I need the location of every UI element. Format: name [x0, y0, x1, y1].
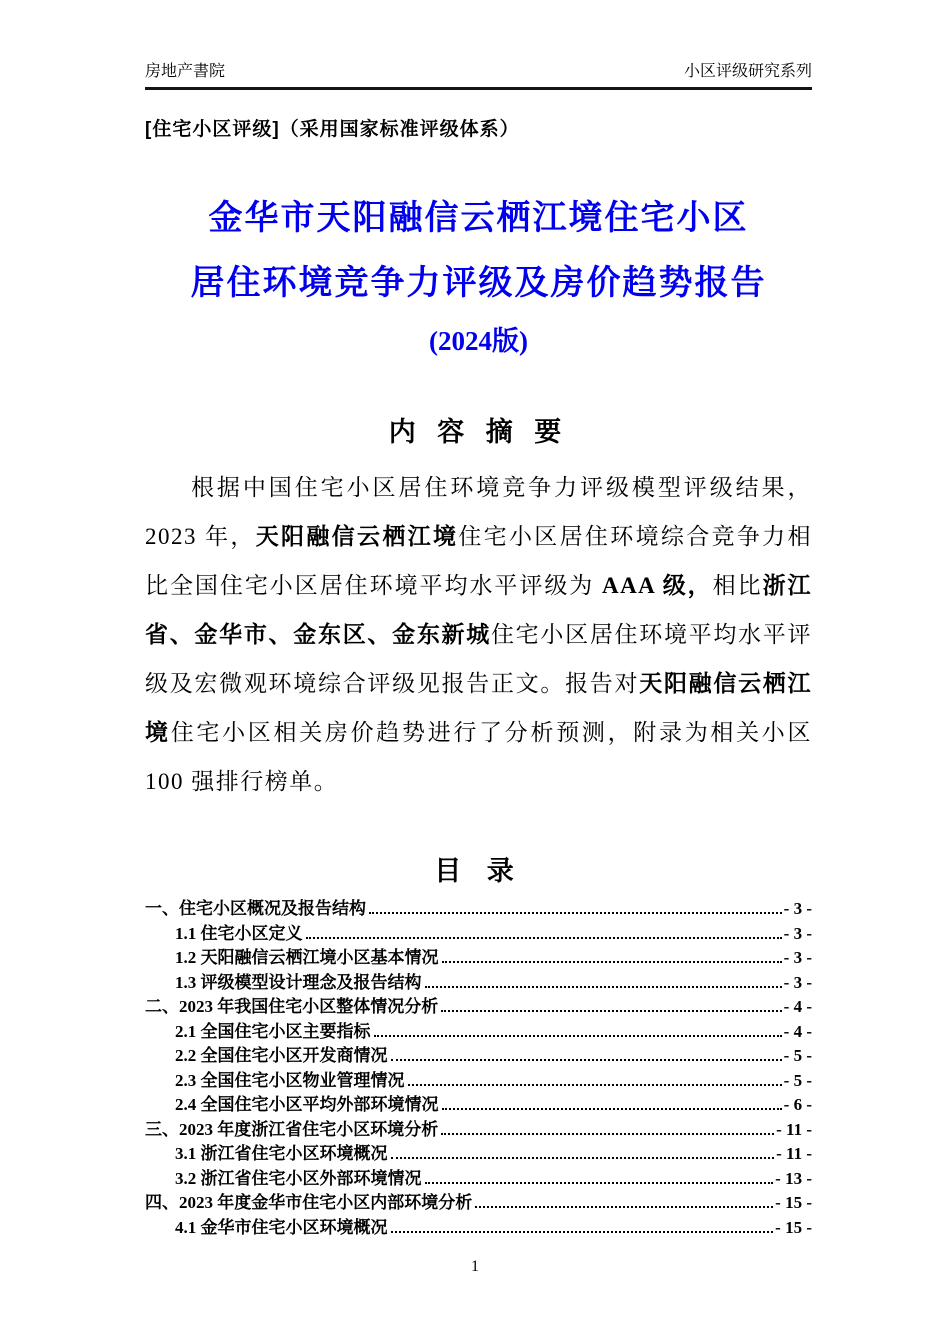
- toc-entry-label: 1.3 评级模型设计理念及报告结构: [175, 972, 422, 992]
- toc-dotted-leader: [441, 1010, 781, 1012]
- toc-entry-page-number: - 4 -: [783, 997, 812, 1016]
- toc-entry-page-number: - 15 -: [775, 1193, 812, 1212]
- toc-entry-page-number: - 3 -: [783, 923, 812, 943]
- toc-dotted-leader: [425, 986, 782, 988]
- toc-entry[interactable]: [145, 946, 812, 971]
- toc-dotted-leader: [391, 1157, 775, 1159]
- summary-text-segment: 天阳融信云栖江境: [145, 671, 813, 745]
- toc-entry-label: 4.1 金华市住宅小区环境概况: [175, 1217, 388, 1237]
- page-number: 1: [471, 1258, 479, 1275]
- summary-text-segment: 天阳融信云栖江境: [255, 524, 459, 549]
- summary-text-segment: AAA 级，: [601, 573, 713, 598]
- toc-entry-label: 2.2 全国住宅小区开发商情况: [175, 1046, 388, 1065]
- toc-entry-page-number: - 13 -: [775, 1168, 812, 1188]
- toc-list: [145, 897, 812, 1240]
- report-title-line-1: 金华市天阳融信云栖江境住宅小区: [208, 200, 749, 237]
- toc-entry[interactable]: [145, 1216, 812, 1241]
- summary-text-segment: 浙江省、金华市、金东区、金东新城: [145, 573, 813, 647]
- toc-dotted-leader: [475, 1206, 773, 1208]
- toc-entry[interactable]: [145, 1044, 812, 1069]
- toc-dotted-leader: [391, 1231, 774, 1233]
- toc-entry-page-number: - 4 -: [783, 1021, 812, 1041]
- toc-entry[interactable]: [145, 897, 812, 922]
- toc-dotted-leader: [442, 1108, 782, 1110]
- toc-entry-label: 2.4 全国住宅小区平均外部环境情况: [175, 1095, 439, 1114]
- rating-system-subtitle: [住宅小区评级]（采用国家标准评级体系）: [145, 119, 520, 140]
- toc-entry-page-number: - 5 -: [783, 1070, 812, 1090]
- toc-entry-label: 2.1 全国住宅小区主要指标: [175, 1021, 371, 1041]
- toc-entry-label: 二、2023 年我国住宅小区整体情况分析: [145, 997, 439, 1016]
- toc-entry-page-number: - 15 -: [775, 1217, 812, 1237]
- toc-entry-label: 三、2023 年度浙江省住宅小区环境分析: [145, 1119, 439, 1139]
- toc-entry-page-number: - 3 -: [783, 972, 812, 992]
- toc-entry-label: 四、2023 年度金华市住宅小区内部环境分析: [145, 1193, 473, 1212]
- toc-dotted-leader: [369, 912, 782, 914]
- toc-dotted-leader: [306, 937, 782, 939]
- toc-entry-page-number: - 11 -: [776, 1119, 812, 1139]
- toc-entry-page-number: - 3 -: [783, 948, 812, 967]
- summary-text-segment: 住宅小区居住环境平均水平评级及宏微观环境综合评级见报告正文。报告对: [145, 622, 813, 696]
- summary-text-segment: 根据中国住宅小区居住环境竞争力评级模型评级结果，2023 年，: [145, 475, 812, 549]
- toc-dotted-leader: [425, 1182, 774, 1184]
- summary-paragraph: [145, 463, 812, 806]
- toc-entry-label: 3.2 浙江省住宅小区外部环境情况: [175, 1168, 422, 1188]
- toc-entry-page-number: - 6 -: [783, 1095, 812, 1114]
- toc-heading: 目 录: [434, 856, 523, 886]
- header-right-text: 小区评级研究系列: [683, 63, 812, 80]
- toc-dotted-leader: [408, 1084, 782, 1086]
- toc-entry-page-number: - 3 -: [783, 899, 812, 918]
- toc-entry-label: 1.1 住宅小区定义: [175, 923, 303, 943]
- toc-dotted-leader: [374, 1035, 782, 1037]
- toc-dotted-leader: [441, 1133, 774, 1135]
- toc-entry-label: 2.3 全国住宅小区物业管理情况: [175, 1070, 405, 1090]
- summary-text-segment: 相比: [712, 573, 763, 598]
- toc-entry[interactable]: [145, 1191, 812, 1216]
- toc-entry-page-number: - 5 -: [783, 1046, 812, 1065]
- header-left-text: 房地产書院: [145, 63, 226, 80]
- toc-entry[interactable]: [145, 1069, 812, 1094]
- toc-entry[interactable]: [145, 971, 812, 996]
- report-title-line-2: 居住环境竞争力评级及房价趋势报告: [190, 265, 767, 302]
- toc-entry[interactable]: [145, 995, 812, 1020]
- toc-dotted-leader: [391, 1059, 782, 1061]
- toc-entry[interactable]: [145, 1118, 812, 1143]
- toc-entry[interactable]: [145, 1020, 812, 1045]
- toc-entry-label: 一、住宅小区概况及报告结构: [145, 899, 366, 918]
- report-edition: (2024版): [429, 326, 528, 356]
- toc-entry[interactable]: [145, 1167, 812, 1192]
- toc-entry-page-number: - 11 -: [776, 1144, 812, 1163]
- summary-text-segment: 住宅小区相关房价趋势进行了分析预测，附录为相关小区 100 强排行榜单。: [145, 720, 813, 794]
- toc-entry-label: 1.2 天阳融信云栖江境小区基本情况: [175, 948, 439, 967]
- toc-entry[interactable]: [145, 922, 812, 947]
- running-header: [145, 58, 812, 90]
- toc-entry-label: 3.1 浙江省住宅小区环境概况: [175, 1144, 388, 1163]
- summary-heading: 内 容 摘 要: [388, 417, 569, 447]
- toc-dotted-leader: [442, 961, 782, 963]
- summary-text-segment: 住宅小区居住环境综合竞争力相比全国住宅小区居住环境平均水平评级为: [145, 524, 813, 598]
- toc-entry[interactable]: [145, 1093, 812, 1118]
- title-block: [145, 197, 812, 359]
- toc-entry[interactable]: [145, 1142, 812, 1167]
